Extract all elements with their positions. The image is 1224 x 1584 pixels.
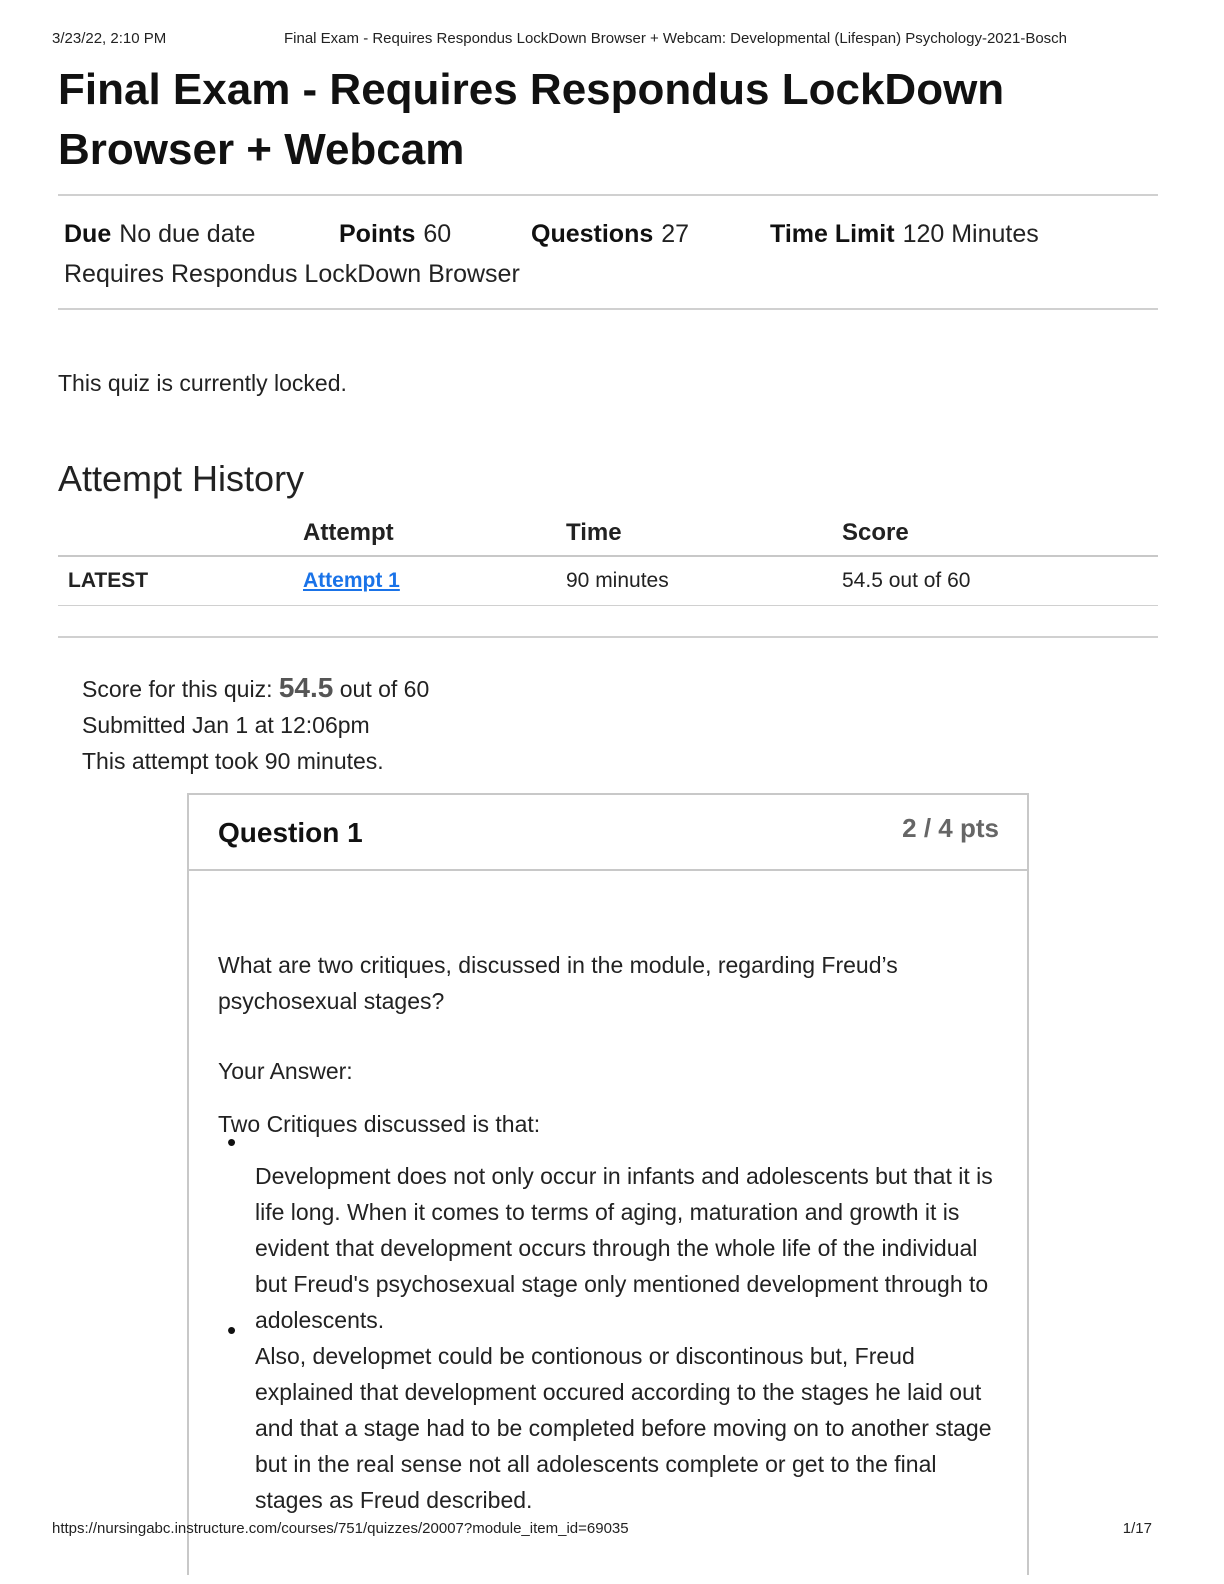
time-limit-value: 120 Minutes: [902, 220, 1039, 248]
divider: [58, 636, 1158, 638]
points-value: 60: [423, 220, 452, 248]
table-header-row: [58, 511, 1158, 556]
attempt-duration: This attempt took 90 minutes.: [82, 748, 384, 774]
questions-detail: [531, 214, 689, 254]
answer-intro: Two Critiques discussed is that:: [218, 1111, 541, 1137]
print-header: [52, 30, 1172, 50]
quiz-title: Final Exam - Requires Respondus LockDown Browser + Webcam: [58, 65, 1005, 174]
print-footer: [52, 1520, 1152, 1540]
due-detail: [64, 214, 255, 254]
column-header: Time: [556, 511, 832, 556]
attempt-history-title: Attempt History: [58, 458, 305, 499]
quiz-content: [58, 60, 1158, 779]
question-points: 2 / 4 pts: [902, 813, 999, 843]
question-card: [187, 793, 1029, 1575]
score-cell: 54.5 out of 60: [832, 556, 1158, 606]
due-value: No due date: [119, 220, 256, 248]
questions-label: Questions: [531, 220, 654, 248]
submitted-time: Submitted Jan 1 at 12:06pm: [82, 712, 370, 738]
score-suffix: out of 60: [339, 676, 430, 702]
attempt-history-table: [58, 511, 1158, 606]
question-body: [189, 871, 1027, 1518]
column-header: Attempt: [293, 511, 556, 556]
print-document-title: Final Exam - Requires Respondus LockDown Browser + Webcam: Developmental (Lifespan) Psychology-2021-Bosch: [284, 30, 1068, 47]
score-summary: [82, 670, 1158, 779]
points-detail: [339, 214, 451, 254]
quiz-details: [58, 196, 1158, 308]
column-header: Score: [832, 511, 1158, 556]
answer-list: [218, 1142, 998, 1518]
points-label: Points: [339, 220, 416, 248]
due-label: Due: [64, 220, 112, 248]
page-number: 1/17: [1122, 1520, 1152, 1537]
time-limit-detail: [770, 214, 1039, 254]
attempt-cell: [293, 556, 556, 606]
questions-value: 27: [661, 220, 690, 248]
question-header: [189, 795, 1027, 871]
score-line: [82, 670, 1158, 707]
question-text: What are two critiques, discussed in the module, regarding Freud’s psychosexual stages?: [218, 952, 898, 1014]
locked-message: This quiz is currently locked.: [58, 370, 347, 396]
latest-label: LATEST: [58, 556, 293, 606]
table-row: [58, 556, 1158, 606]
time-limit-label: Time Limit: [770, 220, 895, 248]
list-item: • Also, developmet could be contionous or discontinous but, Freud explained that development occured according to the stages he laid out and that a stage had to be completed before moving on to another stage but in the real sense not all adolescents complete or get to the final stages as Freud described.: [255, 1338, 998, 1518]
column-header: [58, 511, 293, 556]
attempt-link[interactable]: Attempt 1: [303, 569, 400, 592]
list-item: • Development does not only occur in infants and adolescents but that it is life long. When it comes to terms of aging, maturation and growth it is evident that development occurs through the whole life of the individual but Freud's psychosexual stage only mentioned development through to adolescents.: [255, 1142, 998, 1338]
answer-label: Your Answer:: [218, 1058, 353, 1084]
question-title: Question 1: [218, 817, 363, 848]
time-cell: 90 minutes: [556, 556, 832, 606]
score-prefix: Score for this quiz:: [82, 676, 273, 702]
divider: [58, 308, 1158, 310]
lockdown-note: Requires Respondus LockDown Browser: [64, 260, 520, 288]
page-url: https://nursingabc.instructure.com/courses/751/quizzes/20007?module_item_id=69035: [52, 1520, 629, 1537]
score-value: 54.5: [278, 672, 334, 703]
print-date: 3/23/22, 2:10 PM: [52, 30, 167, 47]
